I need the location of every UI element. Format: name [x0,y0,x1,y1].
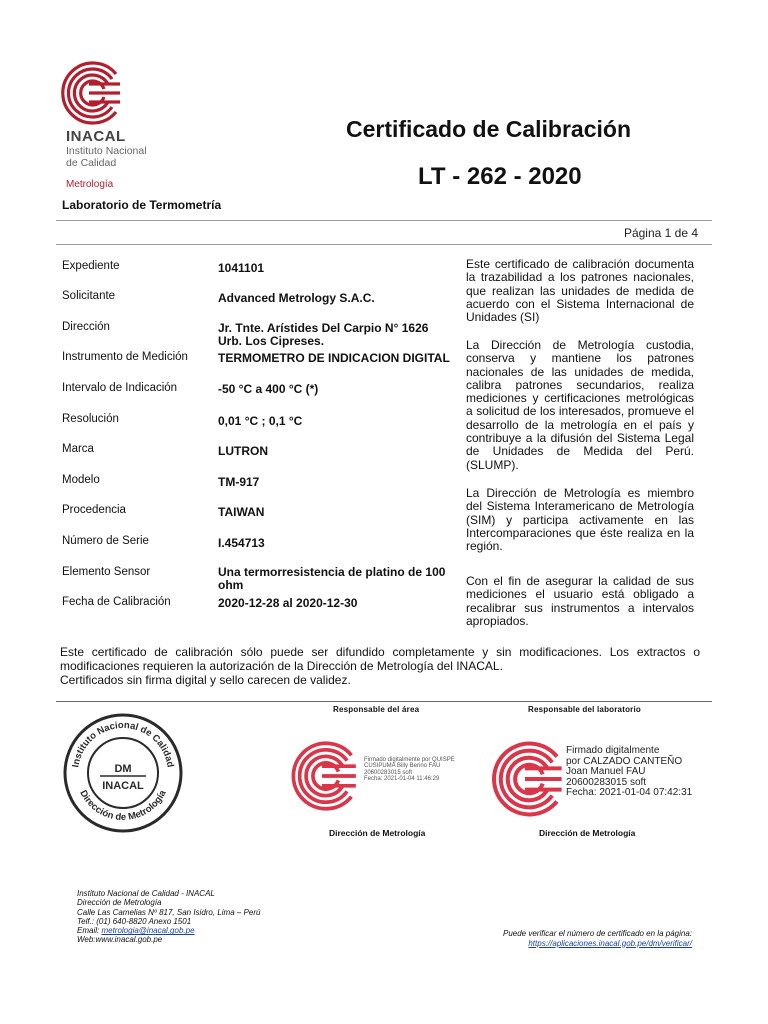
field-label: Modelo [62,474,100,486]
area-digital-signature [364,757,484,782]
signature-line: Firmado digitalmente [566,745,660,756]
notice-text [60,645,700,687]
field-value: TAIWAN [218,505,265,519]
footer-email-link[interactable]: metrologia@inacal.gob.pe [101,926,195,936]
info-paragraph: La Dirección de Metrología custodia, conserva y mantiene los patrones nacionales de las unidades de medida, calibra patrones secundarios, realiza mediciones y certificaciones metrológicas a solicitud de los interesados, promueve el desarrollo de la metrología en el país y contribuye a la difusión del Sistema Legal de Unidades de Medida del Perú. (SLUMP). [466,338,694,472]
svg-text:Dirección de Metrología [77,788,169,823]
field-value: 0,01 °C ; 0,1 °C [218,414,303,428]
signature-line: por CALZADO CANTEÑO [566,755,683,767]
divider [56,701,712,702]
info-paragraph: La Dirección de Metrología es miembro del Sistema Interamericano de Metrología (SIM) y participa activamente en las Intercomparaciones que éste realiza en la región. [466,486,694,554]
field-label: Elemento Sensor [62,566,151,578]
field-value: 2020-12-28 al 2020-12-30 [218,596,358,610]
lab-digital-signature [566,746,726,799]
seal-ring-top-text: Instituto Nacional de Calidad [70,719,176,769]
lab-responsible-heading: Responsable del laboratorio [528,705,641,714]
verify-block [503,929,692,948]
divider [56,220,712,221]
field-value: Jr. Tnte. Arístides Del Carpio N° 1626 Urb. Los Cipreses. [218,321,429,348]
signature-line: 20600283015 soft [566,776,647,788]
signature-line: Fecha: 2021-01-04 11:46:29 [364,775,440,782]
footer-email-label: Email: [77,926,102,936]
footer-phone: Telf.: (01) 640-8820 Anexo 1501 [77,916,192,926]
brand-metrologia: Metrología [66,179,114,190]
field-value: Advanced Metrology S.A.C. [218,291,375,305]
footer-contact [77,889,260,945]
signature-line: Firmado digitalmente por QUISPE [364,757,455,763]
field-value: LUTRON [218,444,268,458]
footer-department: Dirección de Metrología [77,898,162,908]
field-label: Dirección [62,321,110,333]
field-label: Solicitante [62,290,116,302]
info-paragraph: Con el fin de asegurar la calidad de sus mediciones el usuario está obligado a recalibrar sus instrumentos a intervalos apropiados. [466,574,694,628]
field-value: Una termorresistencia de platino de 100 ohm [218,565,446,592]
area-responsible-heading: Responsable del área [333,705,420,714]
footer-institution: Instituto Nacional de Calidad - INACAL [77,889,215,898]
field-label: Fecha de Calibración [62,596,171,608]
inacal-logo-icon [56,60,122,126]
signature-logo-icon [486,740,564,818]
field-value: I.454713 [218,536,265,550]
certificate-title: Certificado de Calibración [346,116,632,142]
field-label: Resolución [62,413,119,425]
seal-center-dm: DM [114,763,132,775]
field-label: Intervalo de Indicación [62,382,178,394]
field-label: Instrumento de Medición [62,351,188,363]
seal-center-inacal: INACAL [102,780,144,792]
brand-block [66,128,147,190]
field-label: Número de Serie [62,535,149,547]
notice-line-2: Certificados sin firma digital y sello carecen de validez. [60,673,351,687]
signature-line: 20600283015 soft [364,769,413,776]
signature-logo-icon [286,740,358,812]
field-value: 1041101 [218,261,265,275]
notice-line-1: Este certificado de calibración sólo puede ser difundido completamente y sin modificaciones. Los extractos o modificaciones requieren la autorización de la Dirección de Metrología del INACAL. [60,645,700,673]
verify-link[interactable]: https://aplicaciones.inacal.gob.pe/dm/verificar/ [528,938,692,948]
brand-subtitle-1: Instituto Nacional [66,145,147,157]
brand-subtitle-2: de Calidad [66,157,117,169]
field-value: TM-917 [218,475,260,489]
certificate-number: LT - 262 - 2020 [418,163,582,190]
footer-web: Web:www.inacal.gob.pe [77,935,163,945]
footer-address: Calle Las Camelias Nº 817, San Isidro, Lima – Perú [77,907,261,917]
info-paragraph: Este certificado de calibración documenta la trazabilidad a los patrones nacionales, que realizan las unidades de medida de acuerdo con el Sistema Internacional de Unidades (SI) [466,257,694,325]
field-value: -50 °C a 400 °C (*) [218,382,319,396]
divider [56,244,712,245]
field-label: Marca [62,443,94,455]
signature-line: Joan Manuel FAU [566,766,646,777]
lab-signature-footer: Dirección de Metrología [539,828,636,838]
official-seal-icon [62,712,184,834]
laboratory-name: Laboratorio de Termometría [62,198,222,212]
field-label: Expediente [62,260,120,272]
field-label: Procedencia [62,504,126,516]
verify-text: Puede verificar el número de certificado en la página: [503,929,692,938]
field-value: TERMOMETRO DE INDICACION DIGITAL [218,351,450,365]
footer-email-row [77,926,260,935]
area-signature-footer: Dirección de Metrología [329,828,426,838]
signature-line: Fecha: 2021-01-04 07:42:31 [566,787,693,798]
signature-line: CUSIPUMA Billy Berino FAU [364,763,441,770]
seal-ring-bottom-text: Dirección de Metrología [77,788,169,824]
brand-name: INACAL [66,128,126,145]
page-number: Página 1 de 4 [623,226,698,240]
